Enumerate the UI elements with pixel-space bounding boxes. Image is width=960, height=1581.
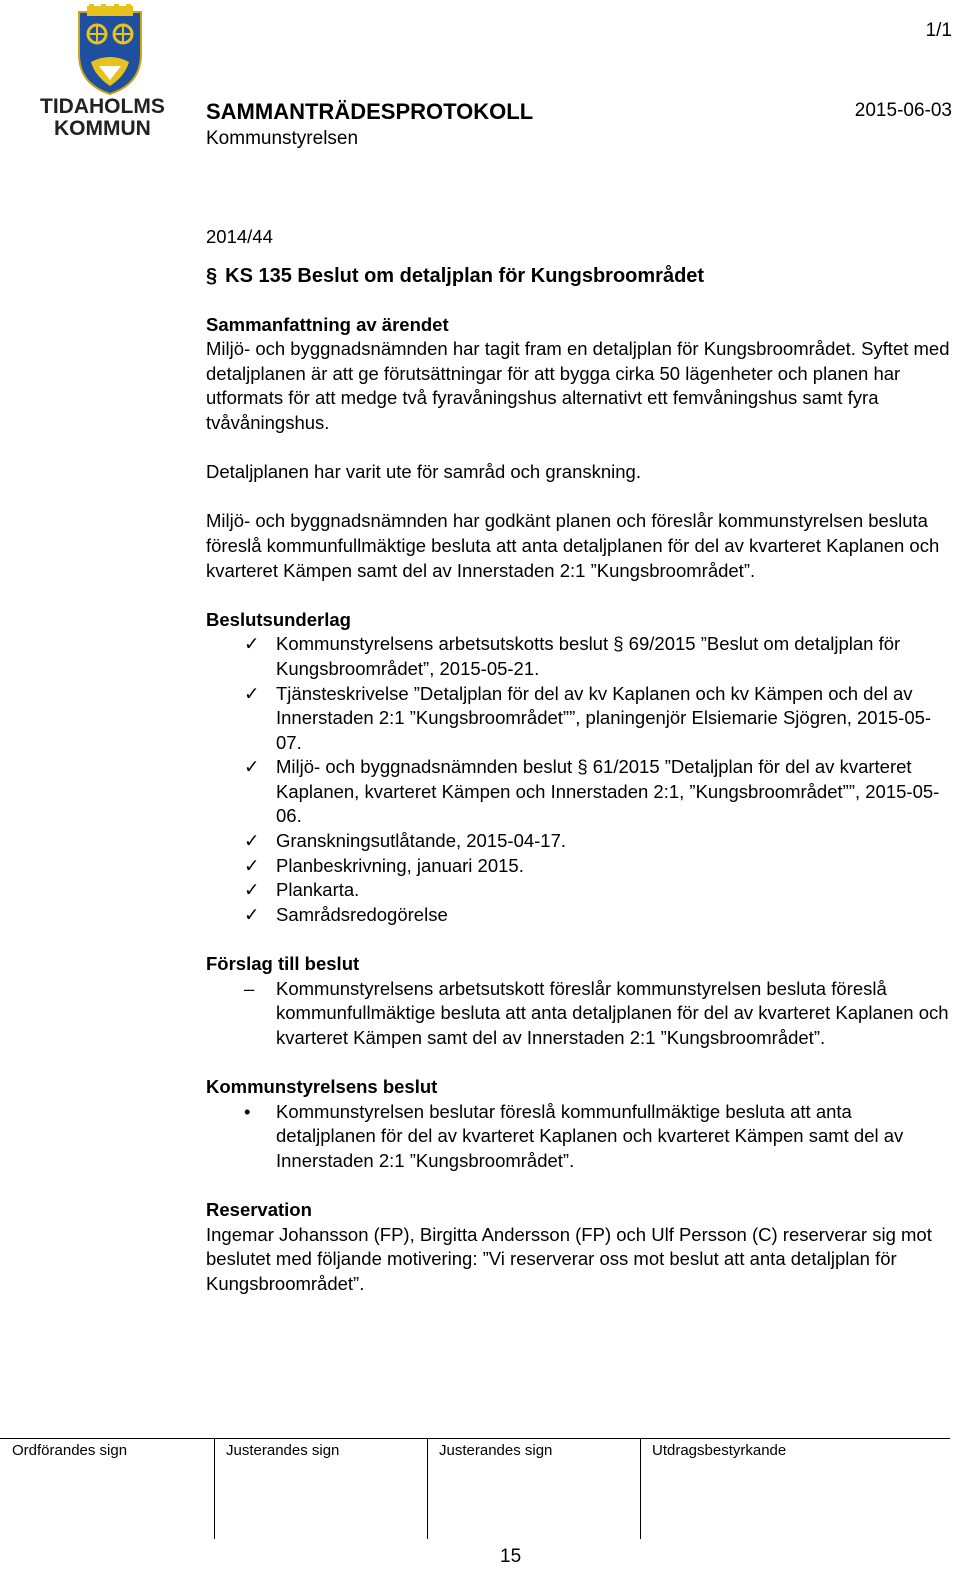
list-item (206, 1100, 951, 1174)
municipality-logo (40, 4, 180, 140)
org-name-line1: TIDAHOLMS (40, 95, 165, 118)
main-content (206, 225, 951, 1296)
signature-extract-certifier: Utdragsbestyrkande (652, 1442, 787, 1459)
page-indicator: 1/1 (925, 20, 952, 41)
list-item-text: Samrådsredogörelse (276, 903, 448, 925)
reservation-heading: Reservation (206, 1198, 312, 1220)
list-item (206, 755, 951, 829)
org-name-line2: KOMMUN (54, 117, 151, 140)
dash-icon: – (244, 977, 255, 999)
committee-name: Kommunstyrelsen (206, 128, 359, 149)
footer-page-number: 15 (500, 1546, 522, 1567)
list-item-text: Kommunstyrelsens arbetsutskotts beslut § 69/2015 ”Beslut om detaljplan för Kungsbroområdet”, 2015-05-21. (276, 633, 901, 679)
signature-row (0, 1438, 950, 1541)
checkmark-icon: ✓ (244, 682, 260, 704)
checkmark-icon: ✓ (244, 633, 260, 655)
basis-list (206, 632, 951, 927)
list-item-text: Kommunstyrelsen beslutar föreslå kommunfullmäktige besluta att anta detaljplanen för del av kvarteret Kaplanen och kvarteret Kämpen samt del av Innerstaden 2:1 ”Kungsbroområdet”. (276, 1100, 904, 1171)
signature-adjuster-1: Justerandes sign (226, 1442, 340, 1459)
list-item-text: Plankarta. (276, 879, 360, 901)
section-title (206, 264, 951, 289)
list-item (206, 878, 951, 903)
checkmark-icon: ✓ (244, 756, 260, 778)
list-item (206, 829, 951, 854)
basis-heading: Beslutsunderlag (206, 608, 351, 630)
checkmark-icon: ✓ (244, 854, 260, 876)
signature-adjuster-2: Justerandes sign (439, 1442, 553, 1459)
proposal-list (206, 977, 951, 1051)
summary-paragraph: Miljö- och byggnadsnämnden har tagit fram en detaljplan för Kungsbroområdet. Syftet med detaljplanen är att ge förutsättningar för att bygga cirka 50 lägenheter och planen har utformats för att medge två fyravåningshus alternativt ett femvåningshus samt fyra tvåvåningshus. (206, 338, 950, 433)
summary-heading: Sammanfattning av ärendet (206, 313, 449, 335)
list-item (206, 977, 951, 1051)
meeting-date: 2015-06-03 (854, 100, 952, 121)
list-item (206, 682, 951, 756)
checkmark-icon: ✓ (244, 903, 260, 925)
list-item-text: Planbeskrivning, januari 2015. (276, 854, 524, 876)
list-item-text: Miljö- och byggnadsnämnden beslut § 61/2015 ”Detaljplan för del av kvarteret Kaplanen, kvarteret Kämpen och Innerstaden 2:1, ”Kungsbroområdet””, 2015-05-06. (276, 756, 940, 827)
reservation-text: Ingemar Johansson (FP), Birgitta Andersson (FP) och Ulf Persson (C) reserverar sig mot beslutet med följande motivering: ”Vi reserverar oss mot beslut att anta detaljplan för Kungsbroområdet”. (206, 1223, 932, 1294)
decision-heading: Kommunstyrelsens beslut (206, 1076, 438, 1097)
checkmark-icon: ✓ (244, 879, 260, 901)
document-type: SAMMANTRÄDESPROTOKOLL (206, 99, 534, 124)
list-item (206, 854, 951, 879)
section-title-text: KS 135 Beslut om detaljplan för Kungsbroområdet (225, 264, 705, 287)
summary-paragraph: Miljö- och byggnadsnämnden har godkänt planen och föreslår kommunstyrelsen besluta föreslå kommunfullmäktige besluta att anta detaljplanen för del av kvarteret Kaplanen och kvarteret Kämpen samt del av Innerstaden 2:1 ”Kungsbroområdet”. (206, 510, 940, 581)
list-item-text: Granskningsutlåtande, 2015-04-17. (276, 830, 567, 852)
summary-paragraph: Detaljplanen har varit ute för samråd och granskning. (206, 461, 641, 483)
signature-chair: Ordförandes sign (12, 1442, 128, 1459)
checkmark-icon: ✓ (244, 830, 260, 852)
list-item (206, 903, 951, 928)
coat-of-arms-icon (75, 4, 145, 96)
bullet-icon: • (244, 1100, 251, 1122)
case-number: 2014/44 (206, 226, 273, 247)
list-item (206, 632, 951, 681)
proposal-heading: Förslag till beslut (206, 953, 360, 975)
list-item-text: Tjänsteskrivelse ”Detaljplan för del av kv Kaplanen och kv Kämpen och del av Innerstaden 2:1 ”Kungsbroområdet””, planingenjör Elsiemarie Sjögren, 2015-05-07. (276, 682, 932, 753)
paragraph-sign: § (206, 264, 218, 287)
decision-list (206, 1100, 951, 1174)
list-item-text: Kommunstyrelsens arbetsutskott föreslår kommunstyrelsen besluta föreslå kommunfullmäktige besluta att anta detaljplanen för del av kvarteret Kaplanen och kvarteret Kämpen samt del av Innerstaden 2:1 ”Kungsbroområdet”. (276, 977, 949, 1048)
